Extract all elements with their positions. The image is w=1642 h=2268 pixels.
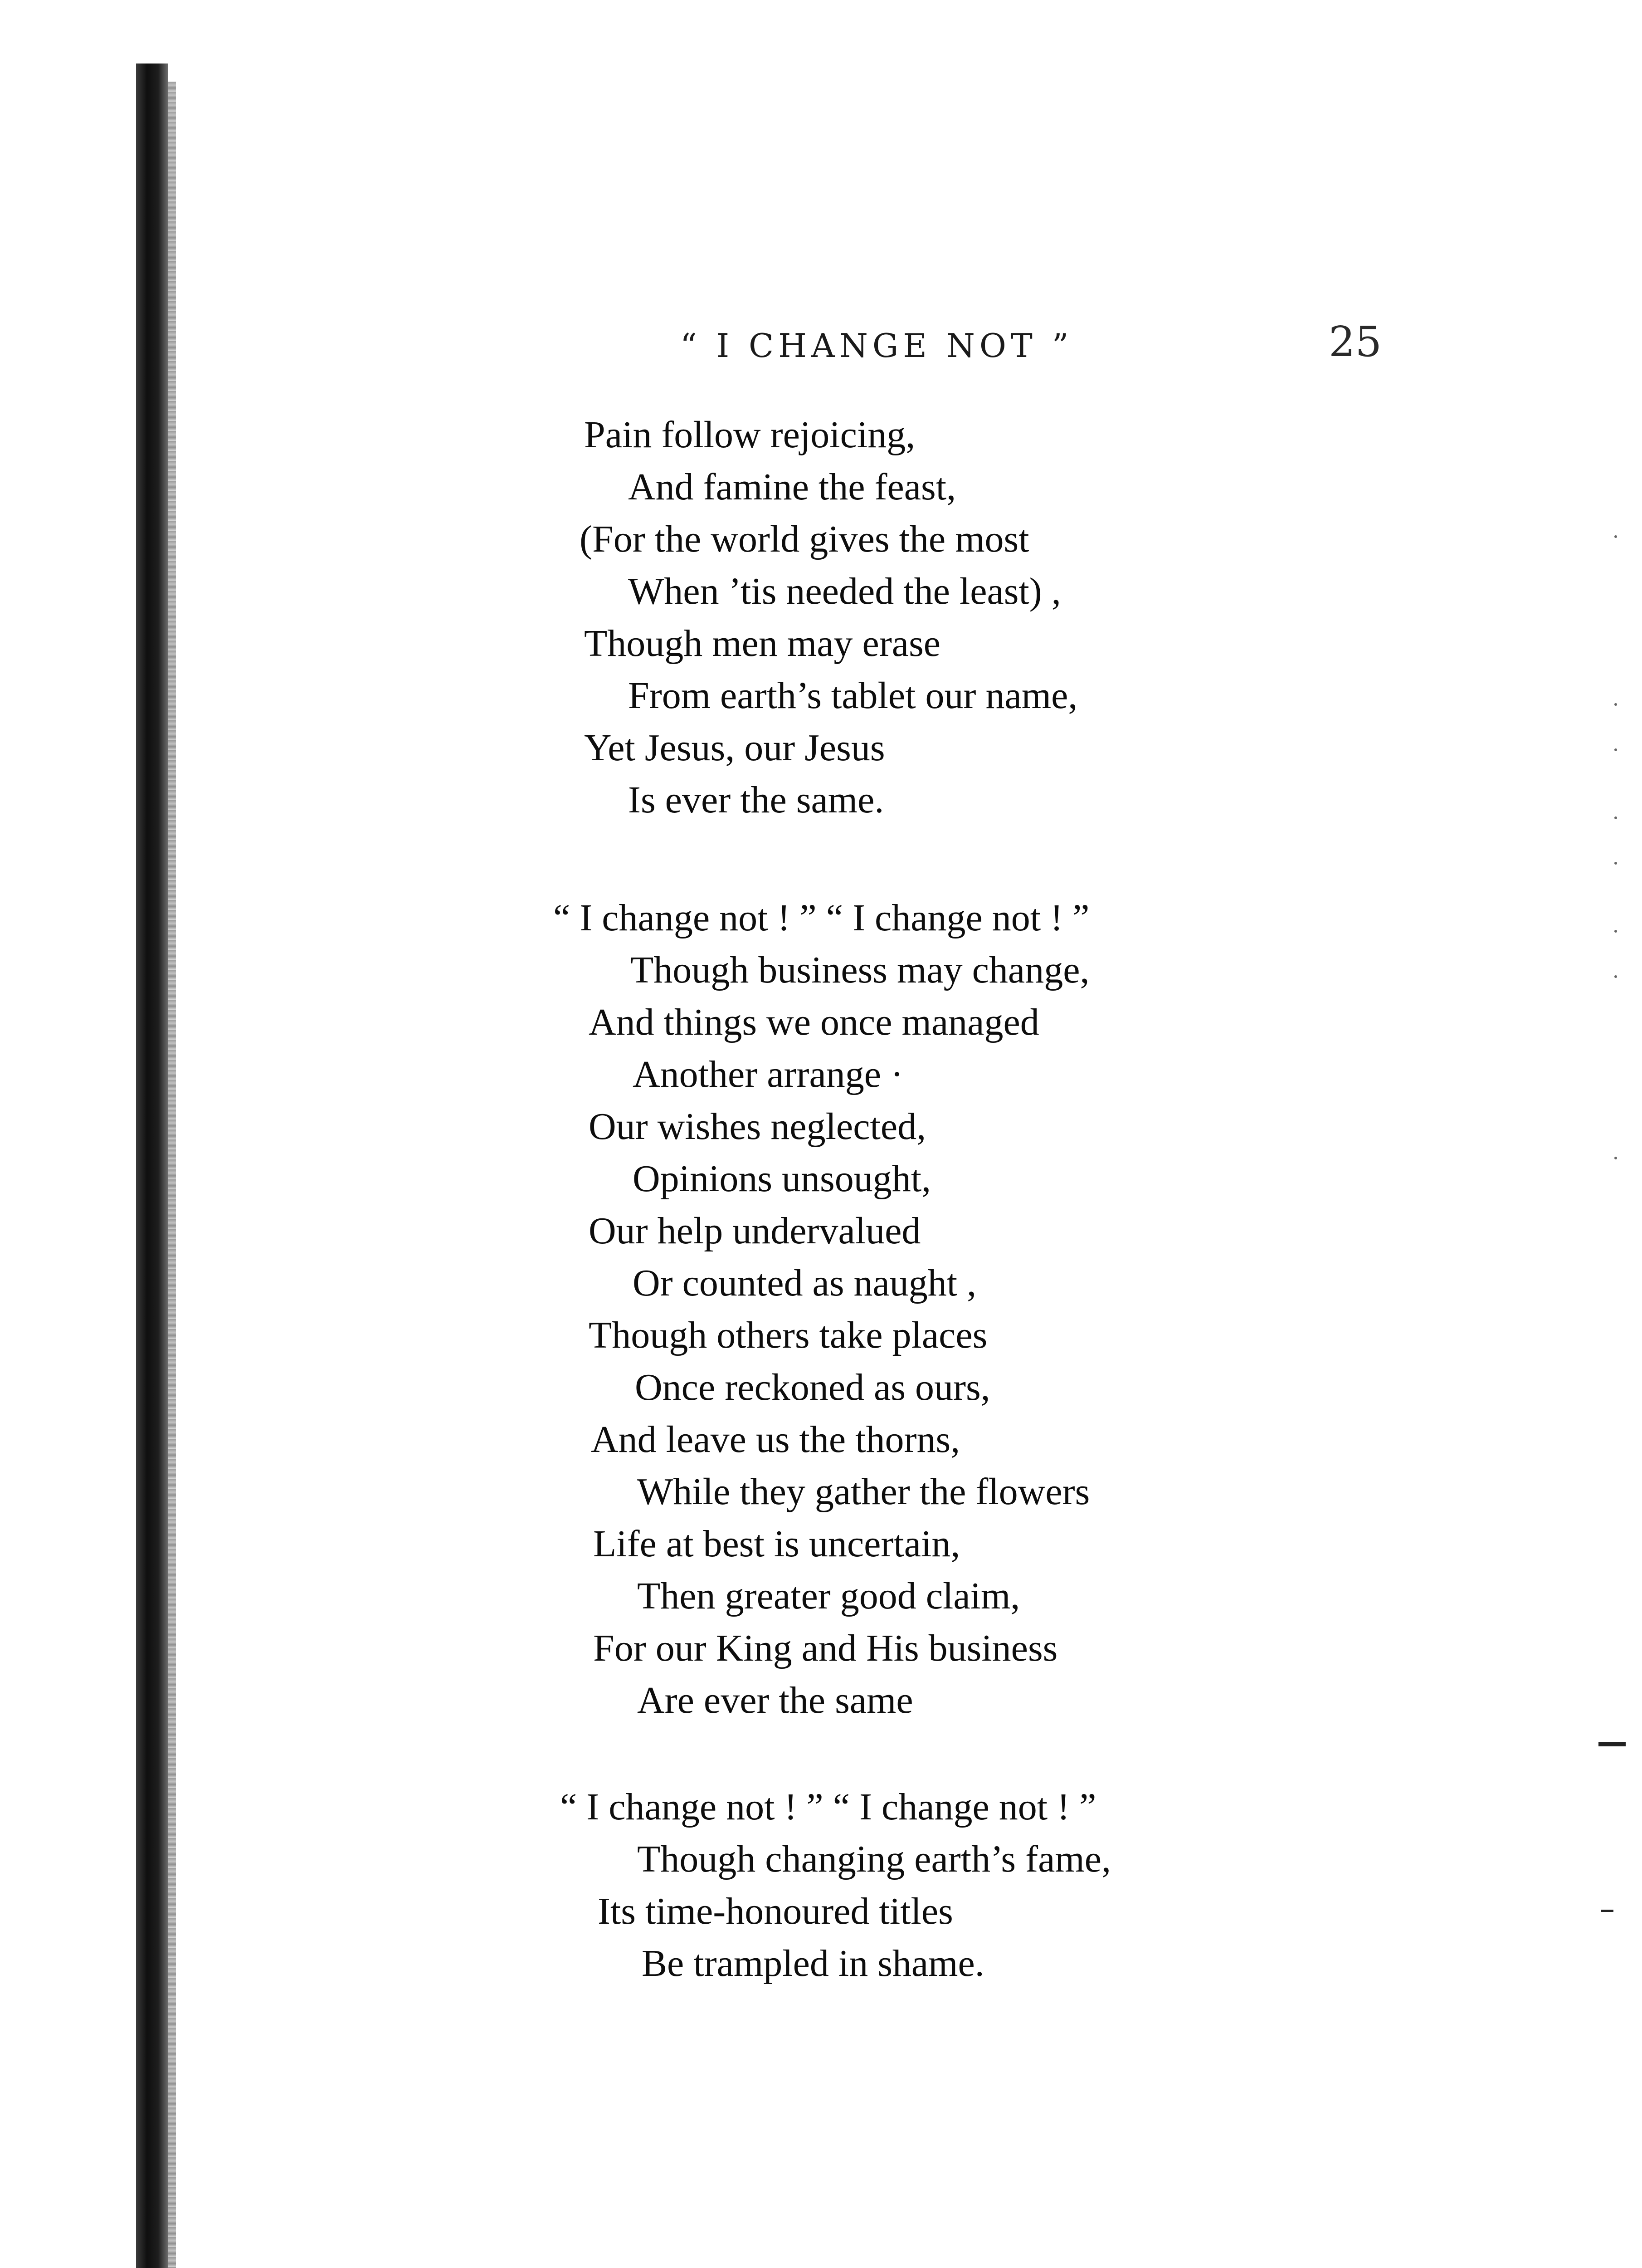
poem-line: Be trampled in shame. (642, 1942, 984, 1984)
scan-speck (1614, 930, 1617, 933)
poem-line: Though men may erase (584, 622, 941, 665)
page-binding-shadow (136, 64, 168, 2268)
poem-line: Are ever the same (637, 1679, 913, 1721)
page-number: 25 (1329, 318, 1382, 366)
poem-line: When ’tis needed the least) , (628, 570, 1061, 612)
scan-speck (1614, 862, 1617, 865)
poem-line: Is ever the same. (628, 779, 884, 821)
poem-line: Pain follow rejoicing, (584, 414, 916, 456)
scan-speck (1614, 703, 1617, 706)
poem-line: Another arrange · (633, 1053, 904, 1095)
poem-line: Though business may change, (630, 949, 1090, 991)
poem-line: For our King and His business (593, 1627, 1058, 1669)
poem-line: Though others take places (589, 1314, 988, 1356)
margin-mark (1598, 1742, 1626, 1746)
poem-line: Or counted as naught , (633, 1262, 977, 1304)
poem-line: While they gather the flowers (637, 1471, 1090, 1513)
poem-line: (For the world gives the most (580, 518, 1029, 560)
poem-line: Life at best is uncertain, (593, 1523, 960, 1565)
poem-line: Though changing earth’s fame, (637, 1838, 1111, 1880)
poem-line: From earth’s tablet our name, (628, 675, 1078, 717)
poem-line: Its time-honoured titles (598, 1890, 953, 1932)
poem-line: Once reckoned as ours, (635, 1366, 990, 1408)
poem-line: Our help undervalued (589, 1210, 921, 1252)
running-head: “ I CHANGE NOT ” (680, 327, 1073, 365)
scan-speck (1614, 535, 1617, 538)
scan-speck (1614, 975, 1617, 978)
poem-line: And leave us the thorns, (591, 1418, 960, 1461)
poem-line: “ I change not ! ” “ I change not ! ” (553, 897, 1090, 939)
scan-speck (1614, 1157, 1617, 1159)
poem-line: Opinions unsought, (633, 1158, 931, 1200)
page-binding-edge (168, 82, 176, 2268)
scan-speck (1614, 748, 1617, 751)
poem-line: Then greater good claim, (637, 1575, 1020, 1617)
poem-line: And famine the feast, (628, 466, 956, 508)
poem-line: Our wishes neglected, (589, 1105, 926, 1148)
poem-line: And things we once managed (589, 1001, 1039, 1043)
poem-line: Yet Jesus, our Jesus (584, 727, 885, 769)
margin-mark (1601, 1910, 1613, 1912)
scan-speck (1614, 816, 1617, 819)
poem-line: “ I change not ! ” “ I change not ! ” (560, 1786, 1096, 1828)
